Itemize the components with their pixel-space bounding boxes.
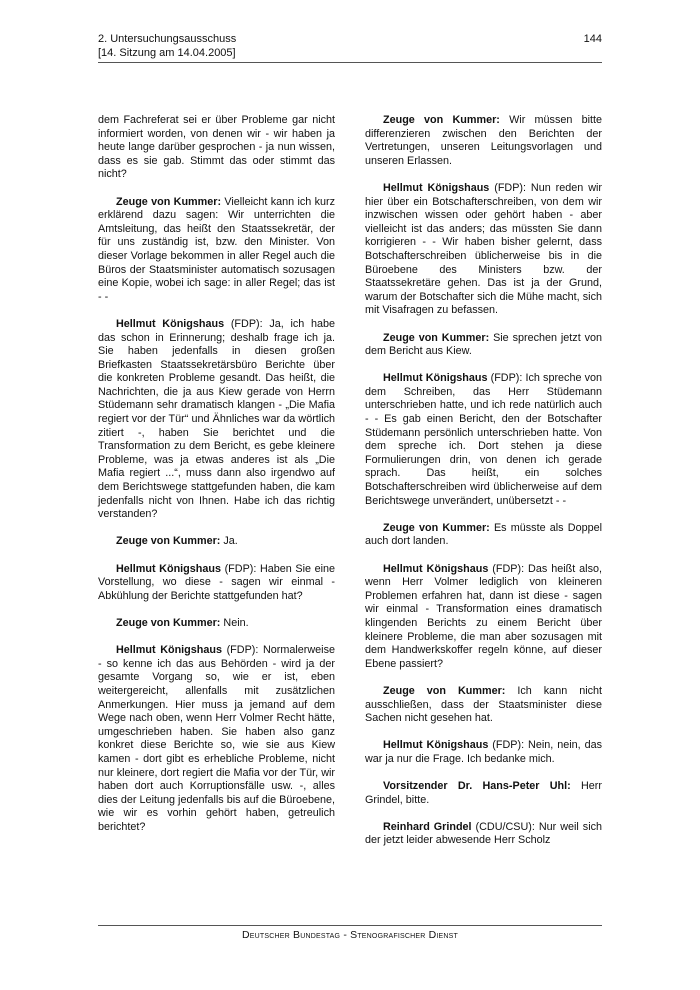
- speaker-name: Hellmut Königshaus: [383, 372, 488, 385]
- transcript-paragraph: [365, 780, 602, 807]
- page-number: 144: [583, 33, 602, 45]
- speaker-name: Zeuge von Kummer:: [383, 331, 490, 344]
- speaker-affiliation: (FDP):: [487, 372, 523, 385]
- transcript-paragraph: [365, 563, 602, 672]
- paragraph-text: Haben Sie eine Vorstellung, wo diese - sagen wir einmal - Abkühlung der Berichte stattgefunden hat?: [98, 562, 335, 602]
- paragraph-text: Nein.: [220, 616, 249, 629]
- speaker-affiliation: (FDP):: [489, 181, 527, 194]
- paragraph-text: Ja.: [220, 535, 238, 548]
- speaker-affiliation: (FDP):: [488, 562, 525, 575]
- paragraph-text: Vielleicht kann ich kurz erklärend dazu sagen: Wir unterrichten die Amtsleitung, das heißt den Staatssekretär, der für uns zuständig ist, bzw. den Minister. Von dieser Vorlage bekommen in aller Regel auch die Büros der Staatsminister automatisch sozusagen eine Kopie, wobei ich sage: in aller Regel; das ist - -: [98, 195, 335, 303]
- right-column: [365, 114, 602, 862]
- speaker-name: Reinhard Grindel: [383, 820, 472, 833]
- paragraph-text: Normalerweise - so kenne ich das aus Behörden - wird ja der gesamte Vorgang so, wie er ist, eben weitergereicht, allenfalls mit zusätzlichen Anmerkungen. Hier muss ja jemand auf dem Wege nach oben, wenn Herr Volmer Recht hätte, umgeschrieben haben. Sie haben also ganz konkret diese Berichte so, wie sie aus Kiew kamen - dort gibt es erhebliche Probleme, nicht nur kleinere, dort regiert die Mafia vor der Tür, wir haben dort auch Korruptionsfälle usw. -, alles dies der Leitung jedenfalls bis auf die Büroebene, wie wir es vorhin gehört haben, getreulich berichtet?: [98, 644, 335, 833]
- paragraph-text: dem Fachreferat sei er über Probleme gar nicht informiert worden, von denen wir - wir haben ja heute lange darüber gesprochen - ja nun wissen, dass es sie gab. Stimmt das oder stimmt das nicht?: [98, 114, 335, 181]
- speaker-name: Zeuge von Kummer:: [383, 521, 490, 534]
- transcript-paragraph: [365, 372, 602, 508]
- transcript-paragraph: [365, 332, 602, 359]
- speaker-name: Hellmut Königshaus: [116, 562, 221, 575]
- paragraph-text: Sie sprechen jetzt von dem Bericht aus Kiew.: [365, 331, 602, 358]
- speaker-affiliation: (FDP):: [224, 317, 263, 330]
- transcript-paragraph: [98, 644, 335, 834]
- committee-name: 2. Untersuchungsausschuss: [98, 33, 237, 45]
- paragraph-text: Es müsste als Doppel auch dort landen.: [365, 521, 602, 548]
- transcript-paragraph: [365, 739, 602, 766]
- paragraph-text: Nun reden wir hier über ein Botschafterschreiben, von dem wir inzwischen wissen oder gehört haben - aber vielleicht ist das anders; das müssten Sie dann korrigieren - - Wir haben bisher gelernt, dass Botschafterschreiben üblicherweise bis in die Büroebene des Ministers bzw. der Staatssekretäre gehen. Das ist ja der Grund, warum der Botschafter sich die Mühe macht, sich mit Visafragen zu befassen.: [365, 181, 602, 317]
- transcript-paragraph: [98, 617, 335, 631]
- speaker-name: Zeuge von Kummer:: [116, 535, 221, 548]
- transcript-paragraph: [365, 182, 602, 318]
- session-info: [14. Sitzung am 14.04.2005]: [98, 47, 236, 59]
- paragraph-text: Ja, ich habe das schon in Erinnerung; deshalb frage ich ja. Sie haben jedenfalls in diesen großen Briefkasten Staatssekretärsbüro Berichte über die konkreten Probleme gesandt. Das heißt, die Nachrichten, die ja aus Kiew gerade von Herrn Stüdemann sehr dramatisch klangen - „Die Mafia regiert vor der Tür“ und Ähnliches war da wörtlich zitiert -, haben Sie berichtet und die Transformation zu dem Bericht, es gebe kleinere Probleme, was ja etwas anderes ist als „Die Mafia regiert ...“, muss dann also irgendwo auf dem Berichtswege stattgefunden haben, die kam jedenfalls nicht von Ihnen. Habe ich das richtig verstanden?: [98, 317, 335, 521]
- paragraph-text: Wir müssen bitte differenzieren zwischen den Berichten der Vertretungen, unseren Leitungsvorlagen und unseren Erlassen.: [365, 114, 602, 167]
- paragraph-text: Nur weil sich der jetzt leider abwesende Herr Scholz: [365, 820, 602, 847]
- speaker-name: Zeuge von Kummer:: [383, 684, 506, 697]
- speaker-affiliation: (FDP):: [221, 644, 259, 657]
- speaker-name: Zeuge von Kummer:: [383, 114, 500, 126]
- paragraph-text: Ich spreche von dem Schreiben, das Herr Stüdemann unterschrieben hatte, und ich rede natürlich auch - - Es gab einen Bericht, den der Botschafter Stüdemann persönlich unterschrieben hatte. Von dem spreche ich. Dort stehen ja diese Formulierungen drin, von denen ich gerade sprach. Das heißt, ein solches Botschafterschreiben wird üblicherweise auf dem Berichtswege unverändert, unübersetzt - -: [365, 372, 602, 507]
- speaker-name: Vorsitzender Dr. Hans-Peter Uhl:: [383, 780, 571, 793]
- speaker-name: Hellmut Königshaus: [383, 181, 490, 194]
- page-header: [98, 32, 602, 63]
- transcript-paragraph: [98, 563, 335, 604]
- speaker-name: Hellmut Königshaus: [116, 644, 222, 657]
- transcript-paragraph: [365, 821, 602, 848]
- paragraph-text: Das heißt also, wenn Herr Volmer lediglich von kleineren Problemen erfahren hat, dann ist diese - sagen wir einmal - Transformation eines dramatisch klingenden Berichts zu einem Bericht über kleinere Probleme, die man aber sozusagen mit dem Handwerkskoffer regeln könne, auf dieser Ebene passiert?: [365, 562, 602, 670]
- paragraph-text: Herr Grindel, bitte.: [365, 780, 602, 806]
- transcript-paragraph: [365, 114, 602, 168]
- speaker-name: Hellmut Königshaus: [383, 739, 489, 752]
- speaker-name: Hellmut Königshaus: [116, 317, 225, 330]
- header-title-block: [98, 32, 236, 60]
- transcript-paragraph: [365, 522, 602, 549]
- paragraph-text: Ich kann nicht ausschließen, dass der Staatsminister diese Sachen nicht gesehen hat.: [365, 684, 603, 725]
- speaker-affiliation: (FDP):: [220, 562, 257, 575]
- paragraph-text: Nein, nein, das war ja nur die Frage. Ich bedanke mich.: [365, 739, 602, 765]
- speaker-affiliation: (FDP):: [488, 739, 525, 752]
- transcript-paragraph: [98, 535, 335, 549]
- speaker-name: Hellmut Königshaus: [383, 562, 489, 575]
- transcript-paragraph: [98, 114, 335, 182]
- transcript-paragraph: [98, 318, 335, 522]
- left-column: [98, 114, 335, 848]
- speaker-name: Zeuge von Kummer:: [116, 616, 221, 629]
- speaker-name: Zeuge von Kummer:: [116, 195, 222, 208]
- transcript-paragraph: [98, 196, 335, 305]
- speaker-affiliation: (CDU/CSU):: [471, 820, 535, 833]
- transcript-paragraph: [365, 685, 602, 726]
- page-footer: Deutscher Bundestag - Stenografischer Dienst: [98, 925, 602, 941]
